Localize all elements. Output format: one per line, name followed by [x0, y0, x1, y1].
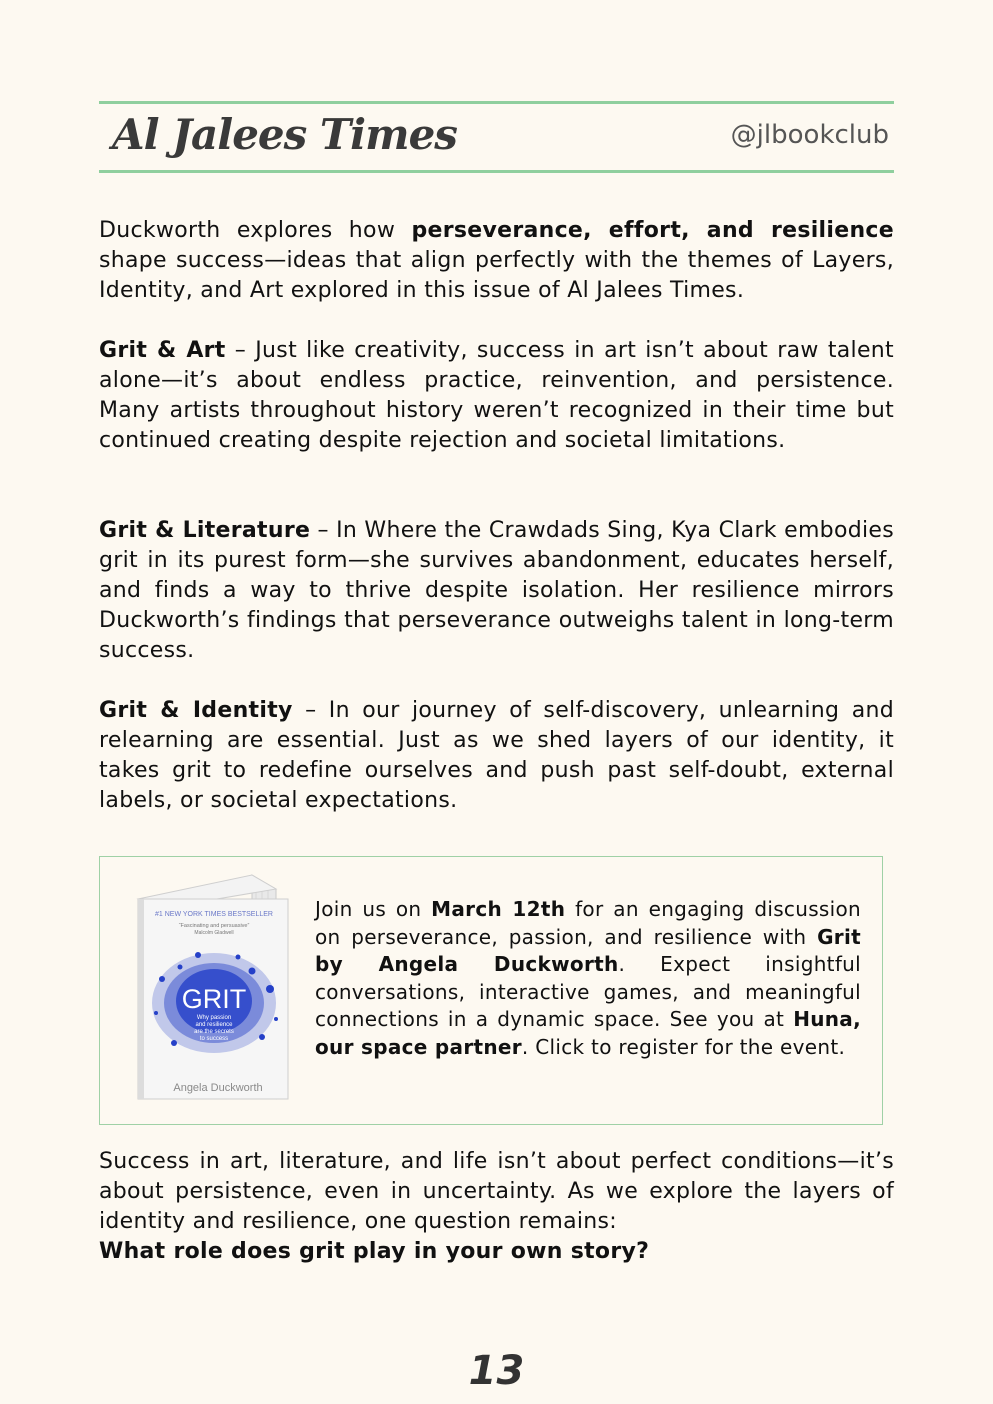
intro-text-start: Duckworth explores how	[99, 218, 412, 243]
book-subtitle-line: to success	[199, 1036, 229, 1042]
event-callout[interactable]	[99, 856, 883, 1125]
section-grit-art	[99, 336, 894, 456]
event-text: for an engaging discussion on perseverance, passion, and resilience with	[315, 897, 861, 949]
intro-emphasis: perseverance, effort, and resilience	[411, 218, 894, 243]
book-author: Angela Duckworth	[173, 1082, 263, 1094]
section-body: – In our journey of self-discovery, unlearning and relearning are essential. Just as we shed layers of our identity, it takes grit to redefine ourselves and push past self-doubt, external labels, or societal expectations.	[99, 698, 894, 813]
grit-book-cover-image	[134, 871, 292, 1103]
event-text: Join us on	[315, 897, 432, 921]
event-register-text[interactable]: . Click to register for the event.	[521, 1034, 846, 1059]
closing-question: What role does grit play in your own story?	[99, 1239, 650, 1264]
book-quote: “Fascinating and persuasive”	[178, 923, 250, 929]
intro-text-end: shape success—ideas that align perfectly with the themes of Layers, Identity, and Art explored in this issue of Al Jalees Times.	[99, 248, 894, 303]
section-heading: Grit & Identity	[99, 698, 293, 723]
event-book-title: Grit by Angela Duckworth	[315, 924, 861, 976]
masthead-bottom-rule	[99, 170, 894, 173]
section-body: – Just like creativity, success in art isn’t about raw talent alone—it’s about endless practice, reinvention, and persistence. Many artists throughout history weren’t recognized in their time but continued creating despite rejection and societal limitations.	[99, 338, 894, 453]
masthead-title: Al Jalees Times	[112, 110, 457, 159]
closing-paragraph	[99, 1147, 894, 1267]
section-body: – In Where the Crawdads Sing, Kya Clark embodies grit in its purest form—she survives abandonment, educates herself, and finds a way to thrive despite isolation. Her resilience mirrors Duckworth’s findings that perseverance outweighs talent in long-term success.	[99, 518, 894, 663]
section-heading: Grit & Literature	[99, 518, 311, 543]
page-number: 13	[468, 1348, 525, 1394]
section-heading: Grit & Art	[99, 338, 226, 363]
book-subtitle-line: and resilience	[195, 1022, 233, 1028]
event-text: . Expect insightful conversations, interactive games, and meaningful connections in a dynamic space. See you at	[315, 952, 861, 1031]
event-description[interactable]	[315, 896, 861, 1061]
book-subtitle-line: Why passion	[196, 1015, 232, 1021]
event-date: March 12th	[431, 897, 566, 921]
intro-paragraph	[99, 216, 894, 306]
social-handle[interactable]: @jlbookclub	[730, 120, 889, 150]
book-title: GRIT	[181, 984, 247, 1014]
event-partner: Huna, our space partner	[315, 1007, 861, 1059]
book-subtitle-line: are the secrets	[194, 1029, 234, 1035]
section-grit-identity	[99, 696, 894, 816]
book-badge: #1 NEW YORK TIMES BESTSELLER	[154, 911, 274, 918]
book-quote-author: Malcolm Gladwell	[194, 930, 234, 936]
section-grit-literature	[99, 516, 894, 666]
closing-text: Success in art, literature, and life isn’t about perfect conditions—it’s about persistence, even in uncertainty. As we explore the layers of identity and resilience, one question remains:	[99, 1149, 894, 1234]
masthead-top-rule	[99, 101, 894, 104]
